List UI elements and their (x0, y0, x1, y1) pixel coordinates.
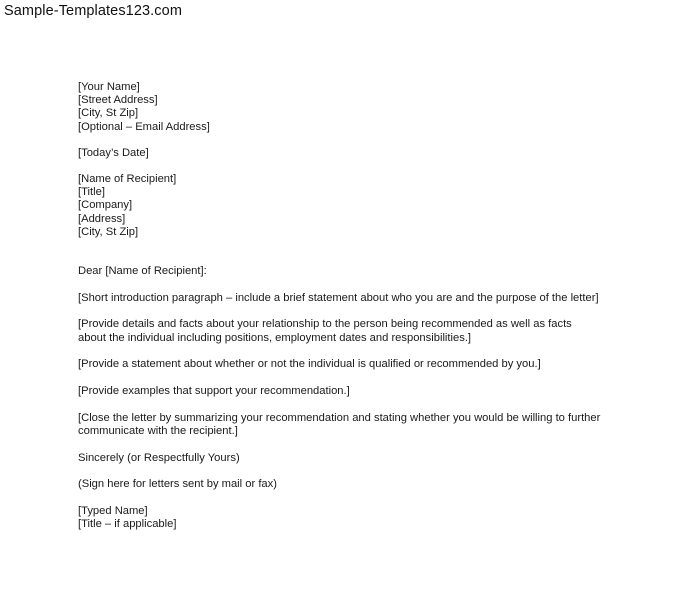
paragraph-line: communicate with the recipient.] (78, 424, 238, 437)
recipient-name: [Name of Recipient] (78, 173, 177, 186)
letter-date: [Today’s Date] (78, 146, 149, 159)
paragraph-line: [Provide examples that support your recommendation.] (78, 385, 350, 398)
paragraph-qualification (78, 358, 638, 371)
letter-body (78, 81, 638, 531)
date-line (78, 147, 638, 160)
signature-note: (Sign here for letters sent by mail or fax) (78, 478, 277, 491)
complimentary-close: Sincerely (or Respectfully Yours) (78, 451, 240, 464)
typed-name: [Typed Name] (78, 505, 148, 518)
sender-street: [Street Address] (78, 94, 158, 107)
paragraph-line: [Provide details and facts about your relationship to the person being recommended as well as facts (78, 318, 572, 331)
recipient-address-block (78, 173, 638, 239)
recipient-city: [City, St Zip] (78, 225, 139, 238)
paragraph-line: [Close the letter by summarizing your recommendation and stating whether you would be willing to further (78, 411, 601, 424)
recipient-company: [Company] (78, 199, 133, 212)
paragraph-line: [Short introduction paragraph – include a brief statement about who you are and the purpose of the letter] (78, 291, 599, 304)
paragraph-examples (78, 385, 638, 398)
paragraph-introduction (78, 292, 638, 305)
paragraph-closing (78, 412, 638, 438)
sender-city: [City, St Zip] (78, 107, 139, 120)
paragraph-relationship (78, 318, 638, 344)
sender-email: [Optional – Email Address] (78, 120, 210, 133)
recipient-title: [Title] (78, 186, 105, 199)
sender-address-block (78, 81, 638, 134)
paragraph-line: [Provide a statement about whether or not the individual is qualified or recommended by you.] (78, 358, 541, 371)
site-watermark: Sample-Templates123.com (4, 3, 182, 19)
signer-title: [Title – if applicable] (78, 518, 177, 531)
signature-block (78, 505, 638, 531)
paragraph-line: about the individual including positions, employment dates and responsibilities.] (78, 331, 472, 344)
recipient-address: [Address] (78, 212, 126, 225)
salutation: Dear [Name of Recipient]: (78, 265, 207, 278)
sender-name: [Your Name] (78, 81, 140, 93)
